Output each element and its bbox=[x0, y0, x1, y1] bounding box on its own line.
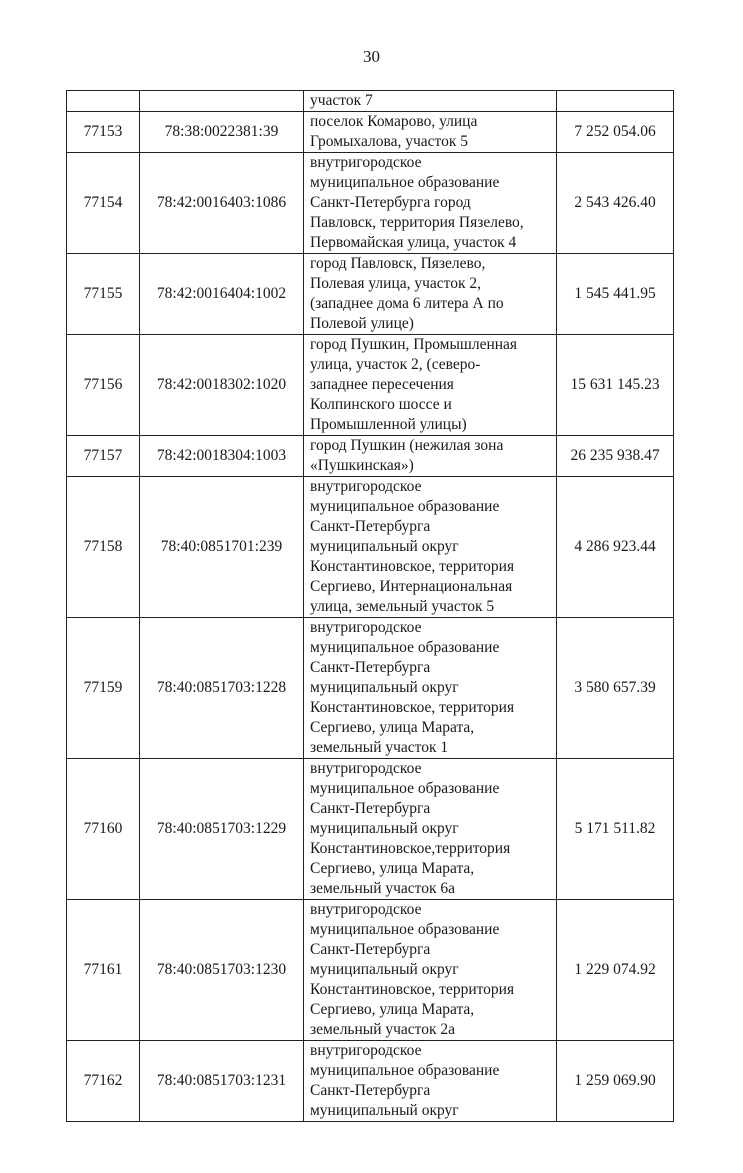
table-row bbox=[67, 112, 674, 153]
record-number-cell: 77153 bbox=[67, 112, 140, 153]
address-line: внутригородское bbox=[310, 154, 422, 171]
address-cell bbox=[304, 900, 557, 1041]
address-line: Сергиево, Интернациональная bbox=[310, 578, 513, 595]
address-cell bbox=[304, 254, 557, 335]
address-line: Полевой улице) bbox=[310, 315, 414, 332]
address-line: муниципальный округ bbox=[310, 820, 459, 837]
address-cell bbox=[304, 759, 557, 900]
cadastral-number-cell: 78:42:0018302:1020 bbox=[140, 335, 304, 436]
cadastral-value-cell: 4 286 923.44 bbox=[557, 477, 674, 618]
address-line: Сергиево, улица Марата, bbox=[310, 1001, 475, 1018]
address-line: Громыхалова, участок 5 bbox=[310, 133, 468, 150]
cadastral-number-cell: 78:42:0018304:1003 bbox=[140, 436, 304, 477]
address-line: Сергиево, улица Марата, bbox=[310, 860, 475, 877]
address-line: Первомайская улица, участок 4 bbox=[310, 234, 517, 251]
cadastral-value-cell: 1 259 069.90 bbox=[557, 1041, 674, 1122]
address-line: участок 7 bbox=[310, 92, 373, 109]
cadastral-number-cell: 78:40:0851703:1231 bbox=[140, 1041, 304, 1122]
table-row bbox=[67, 900, 674, 1041]
record-number-cell: 77161 bbox=[67, 900, 140, 1041]
table-row bbox=[67, 91, 674, 112]
cadastral-number-cell: 78:42:0016404:1002 bbox=[140, 254, 304, 335]
table-row bbox=[67, 153, 674, 254]
address-line: Константиновское, территория bbox=[310, 981, 515, 998]
address-cell bbox=[304, 436, 557, 477]
address-line: Промышленной улицы) bbox=[310, 416, 467, 433]
cadastral-value-cell: 1 545 441.95 bbox=[557, 254, 674, 335]
address-cell bbox=[304, 1041, 557, 1122]
cadastral-number-cell: 78:42:0016403:1086 bbox=[140, 153, 304, 254]
address-line: Константиновское, территория bbox=[310, 558, 515, 575]
land-plot-table bbox=[66, 90, 674, 1122]
record-number-cell: 77159 bbox=[67, 618, 140, 759]
cadastral-value-cell: 26 235 938.47 bbox=[557, 436, 674, 477]
address-line: Константиновское, территория bbox=[310, 699, 515, 716]
cadastral-value-cell bbox=[557, 91, 674, 112]
address-line: Санкт-Петербурга bbox=[310, 1082, 431, 1099]
table-row bbox=[67, 477, 674, 618]
address-line: Санкт-Петербурга bbox=[310, 800, 431, 817]
address-cell bbox=[304, 618, 557, 759]
address-line: муниципальное образование bbox=[310, 174, 500, 191]
address-line: муниципальный округ bbox=[310, 1102, 459, 1119]
address-line: муниципальное образование bbox=[310, 639, 500, 656]
cadastral-value-cell: 7 252 054.06 bbox=[557, 112, 674, 153]
address-line: поселок Комарово, улица bbox=[310, 113, 478, 130]
address-line: Сергиево, улица Марата, bbox=[310, 719, 475, 736]
address-line: земельный участок 2а bbox=[310, 1021, 456, 1038]
address-line: западнее пересечения bbox=[310, 376, 454, 393]
table-row bbox=[67, 1041, 674, 1122]
cadastral-number-cell: 78:40:0851703:1230 bbox=[140, 900, 304, 1041]
table-row bbox=[67, 618, 674, 759]
address-line: внутригородское bbox=[310, 478, 422, 495]
record-number-cell: 77154 bbox=[67, 153, 140, 254]
record-number-cell: 77157 bbox=[67, 436, 140, 477]
address-line: (западнее дома 6 литера А по bbox=[310, 295, 504, 312]
table-body bbox=[67, 91, 674, 1122]
address-line: Полевая улица, участок 2, bbox=[310, 275, 482, 292]
address-line: внутригородское bbox=[310, 901, 422, 918]
cadastral-value-cell: 15 631 145.23 bbox=[557, 335, 674, 436]
record-number-cell: 77160 bbox=[67, 759, 140, 900]
address-line: муниципальное образование bbox=[310, 921, 500, 938]
address-line: Павловск, территория Пязелево, bbox=[310, 214, 524, 231]
address-line: муниципальный округ bbox=[310, 961, 459, 978]
address-line: внутригородское bbox=[310, 619, 422, 636]
address-line: муниципальное образование bbox=[310, 780, 500, 797]
address-cell bbox=[304, 335, 557, 436]
address-line: Санкт-Петербурга bbox=[310, 518, 431, 535]
page-number: 30 bbox=[363, 47, 380, 66]
address-line: улица, земельный участок 5 bbox=[310, 598, 495, 615]
cadastral-number-cell: 78:40:0851703:1229 bbox=[140, 759, 304, 900]
cadastral-value-cell: 1 229 074.92 bbox=[557, 900, 674, 1041]
cadastral-number-cell: 78:38:0022381:39 bbox=[140, 112, 304, 153]
address-line: Санкт-Петербурга bbox=[310, 659, 431, 676]
cadastral-value-cell: 3 580 657.39 bbox=[557, 618, 674, 759]
table-row bbox=[67, 254, 674, 335]
address-line: муниципальный округ bbox=[310, 538, 459, 555]
address-line: город Пушкин (нежилая зона bbox=[310, 437, 504, 454]
cadastral-value-cell: 5 171 511.82 bbox=[557, 759, 674, 900]
cadastral-value-cell: 2 543 426.40 bbox=[557, 153, 674, 254]
table-row bbox=[67, 759, 674, 900]
address-line: город Пушкин, Промышленная bbox=[310, 336, 518, 353]
address-cell bbox=[304, 91, 557, 112]
record-number-cell: 77162 bbox=[67, 1041, 140, 1122]
record-number-cell: 77156 bbox=[67, 335, 140, 436]
address-cell bbox=[304, 153, 557, 254]
address-line: город Павловск, Пязелево, bbox=[310, 255, 486, 272]
address-line: Санкт-Петербурга город bbox=[310, 194, 471, 211]
record-number-cell: 77155 bbox=[67, 254, 140, 335]
table-row bbox=[67, 436, 674, 477]
address-cell bbox=[304, 477, 557, 618]
address-line: улица, участок 2, (северо- bbox=[310, 356, 481, 373]
address-cell bbox=[304, 112, 557, 153]
address-line: внутригородское bbox=[310, 760, 422, 777]
address-line: муниципальное образование bbox=[310, 1062, 500, 1079]
address-line: земельный участок 1 bbox=[310, 739, 449, 756]
address-line: Колпинского шоссе и bbox=[310, 396, 452, 413]
record-number-cell bbox=[67, 91, 140, 112]
address-line: внутригородское bbox=[310, 1042, 422, 1059]
record-number-cell: 77158 bbox=[67, 477, 140, 618]
address-line: «Пушкинская») bbox=[310, 457, 414, 474]
cadastral-number-cell: 78:40:0851703:1228 bbox=[140, 618, 304, 759]
table-row bbox=[67, 335, 674, 436]
cadastral-number-cell bbox=[140, 91, 304, 112]
address-line: Константиновское,территория bbox=[310, 840, 511, 857]
cadastral-number-cell: 78:40:0851701:239 bbox=[140, 477, 304, 618]
address-line: муниципальное образование bbox=[310, 498, 500, 515]
address-line: муниципальный округ bbox=[310, 679, 459, 696]
address-line: земельный участок 6а bbox=[310, 880, 456, 897]
address-line: Санкт-Петербурга bbox=[310, 941, 431, 958]
